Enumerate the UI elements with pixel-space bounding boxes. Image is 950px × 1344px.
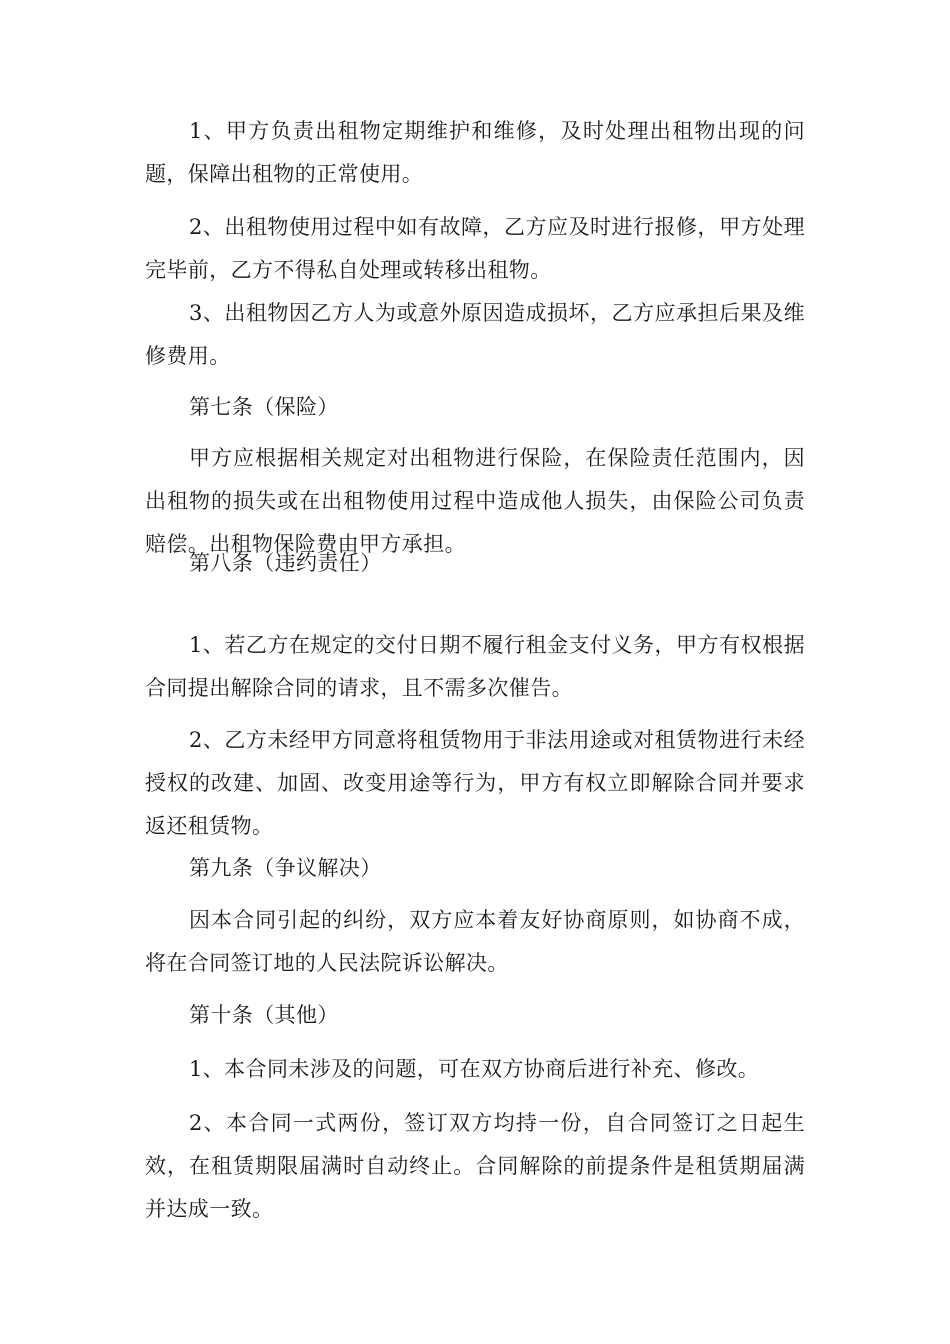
- clause-10-item-2: 2、本合同一式两份，签订双方均持一份，自合同签订之日起生效，在租赁期限届满时自动终止。合同解除的前提条件是租赁期届满并达成一致。: [145, 1111, 805, 1221]
- clause-10-item-1: 1、本合同未涉及的问题，可在双方协商后进行补充、修改。: [189, 1057, 760, 1081]
- clause-8-heading: 第八条（违约责任）: [189, 551, 382, 575]
- clause-7-body: 甲方应根据相关规定对出租物进行保险，在保险责任范围内，因出租物的损失或在出租物使用过程中造成他人损失，由保险公司负责赔偿。出租物保险费由甲方承担。: [145, 446, 805, 556]
- clause-9-body: 因本合同引起的纠纷，双方应本着友好协商原则，如协商不成，将在合同签订地的人民法院诉讼解决。: [145, 908, 805, 975]
- clause-7-heading: 第七条（保险）: [189, 395, 339, 419]
- clause-6-item-2: 2、出租物使用过程中如有故障，乙方应及时进行报修，甲方处理完毕前，乙方不得私自处理或转移出租物。: [145, 215, 805, 282]
- clause-8-item-1: 1、若乙方在规定的交付日期不履行租金支付义务，甲方有权根据合同提出解除合同的请求，且不需多次催告。: [145, 633, 805, 700]
- clause-6-item-1: 1、甲方负责出租物定期维护和维修，及时处理出租物出现的问题，保障出租物的正常使用。: [145, 119, 805, 186]
- clause-6-item-3: 3、出租物因乙方人为或意外原因造成损坏，乙方应承担后果及维修费用。: [145, 301, 805, 368]
- clause-10-heading: 第十条（其他）: [189, 1003, 339, 1027]
- clause-8-item-2: 2、乙方未经甲方同意将租赁物用于非法用途或对租赁物进行未经授权的改建、加固、改变用途等行为，甲方有权立即解除合同并要求返还租赁物。: [145, 728, 805, 838]
- clause-9-heading: 第九条（争议解决）: [189, 856, 382, 880]
